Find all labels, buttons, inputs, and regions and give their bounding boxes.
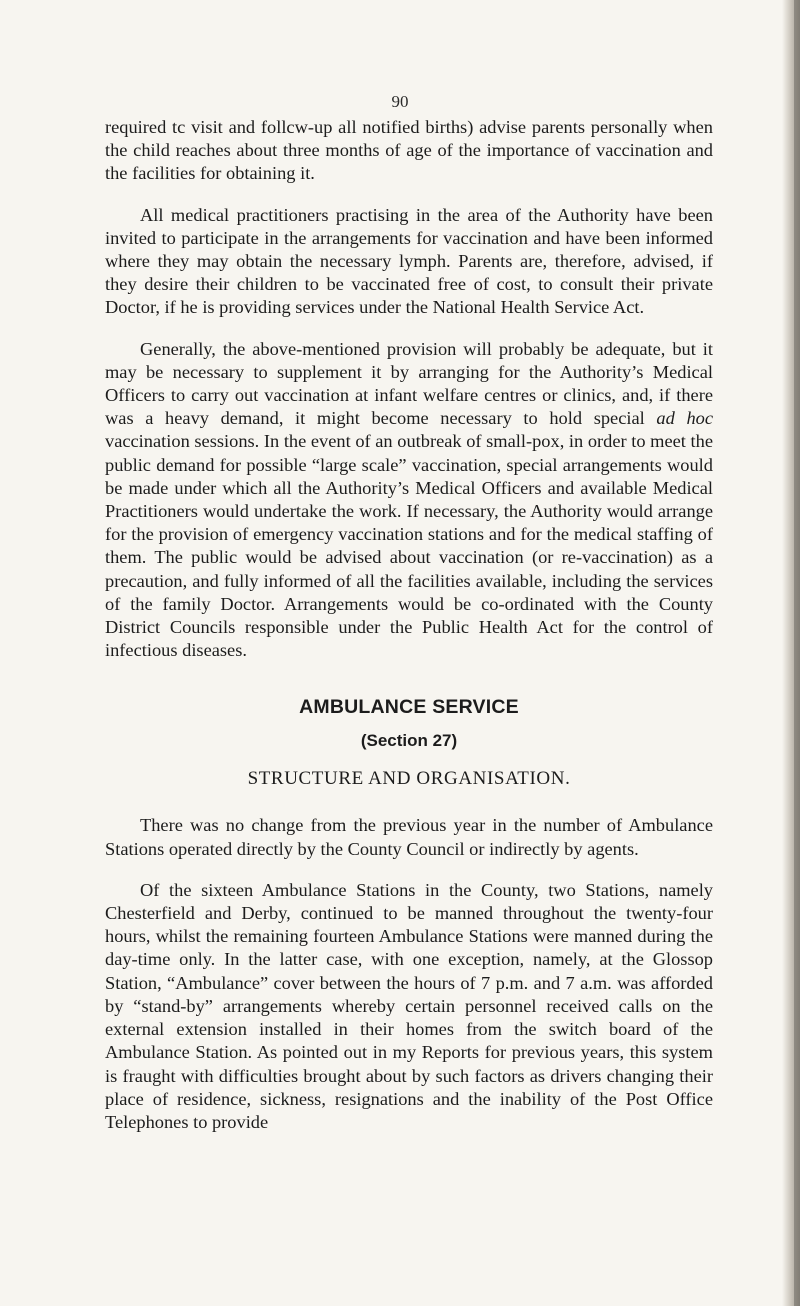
section-title-ambulance-service: AMBULANCE SERVICE: [299, 696, 519, 719]
paragraph-medical-practitioners: All medical practitioners practising in the area of the Authority have been invited to participate in the arrangements for vaccination and have been informed where they may obtain the necessary lymph. Parents are, therefore, advised, if they desire their children to be vaccinated free of cost, to consult their private Doctor, if he is providing services under the National Health Service Act.: [105, 204, 713, 318]
paragraph-stations-count: There was no change from the previous year in the number of Ambulance Stations operated directly by the County Council or indirectly by agents.: [105, 815, 713, 859]
paragraph-smallpox-arrangements: Generally, the above-mentioned provision will probably be adequate, but it may be necessary to supplement it by arranging for the Authority’s Medical Officers to carry out vaccination at infant welfare centres or clinics, and, if there was a heavy demand, it might become necessary to hold special ad hoc vaccination sessions. In the event of an outbreak of small-pox, in order to meet the public demand for possible “large scale” vaccination, special arrangements would be made under which all the Authority’s Medical Officers and available Medical Practitioners would undertake the work. If necessary, the Authority would arrange for the provision of emergency vaccination stations and for the medical staffing of them. The public would be advised about vaccination (or re-vaccination) as a precaution, and fully informed of all the facilities available, including the services of the family Doctor. Arrangements would be co-ordinated with the County District Councils responsible under the Public Health Act for the control of infectious diseases.: [105, 338, 713, 661]
section-number: (Section 27): [360, 731, 458, 751]
page-edge-dark: [794, 0, 800, 1306]
section-subtitle: STRUCTURE AND ORGANISATION.: [247, 768, 571, 790]
ad-hoc-italic: ad hoc: [656, 408, 713, 429]
paragraph-stations-manning: Of the sixteen Ambulance Stations in the County, two Stations, namely Chesterfield and Derby, continued to be manned throughout the twenty-four hours, whilst the remaining fourteen Ambulance Stations were manned during the day-time only. In the latter case, with one exception, namely, at the Glossop Station, “Ambulance” cover between the hours of 7 p.m. and 7 a.m. was afforded by “stand-by” arrangements whereby certain personnel received calls on the external extension installed in their homes from the switch board of the Ambulance Station. As pointed out in my Reports for previous years, this system is fraught with difficulties brought about by such factors as drivers changing their place of residence, sickness, resignations and the inability of the Post Office Telephones to provide: [105, 879, 713, 1132]
page-number: 90: [391, 92, 409, 111]
page-body: [105, 116, 713, 1152]
paragraph-vaccination-advice: required tc visit and follcw-up all notified births) advise parents personally when the child reaches about three months of age of the importance of vaccination and the facilities for obtaining it.: [105, 117, 713, 184]
